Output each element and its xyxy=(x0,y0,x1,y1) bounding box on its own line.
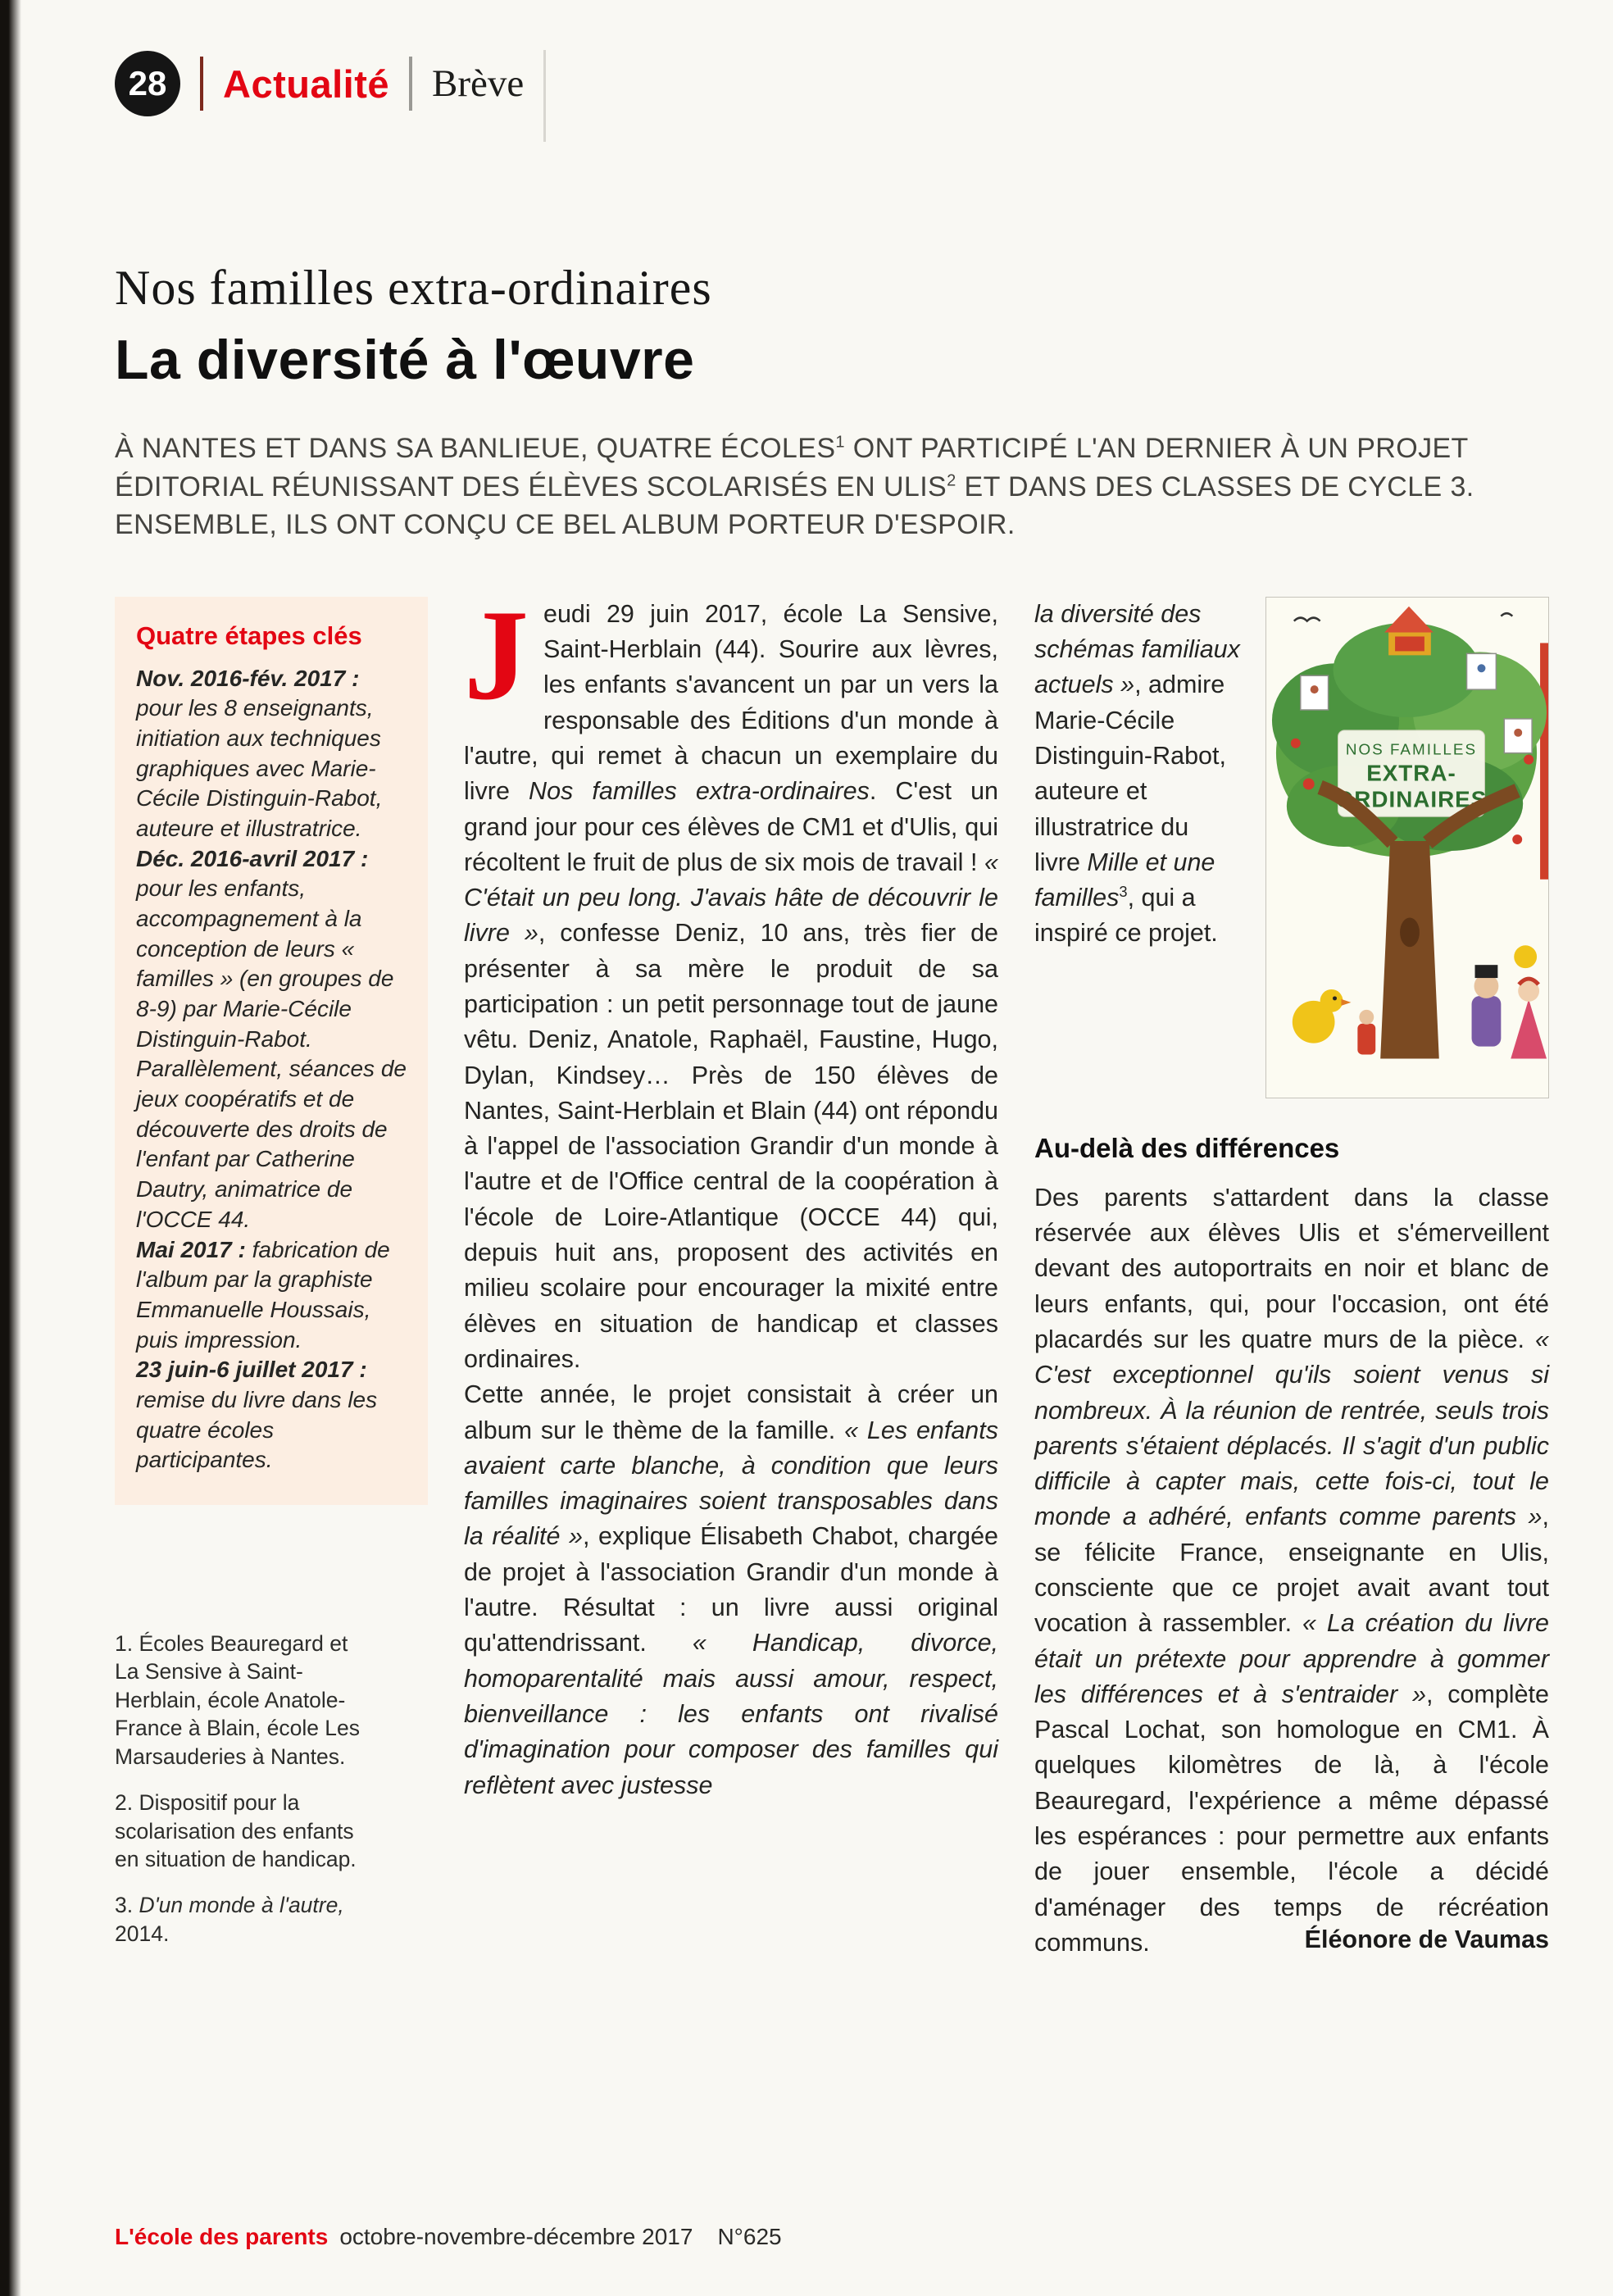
paragraph-continuation xyxy=(1034,597,1241,1098)
section-heading: Au-delà des différences xyxy=(1034,1132,1340,1163)
page-footer xyxy=(115,2224,782,2250)
book-cover-illustration xyxy=(1266,598,1548,1098)
article-standfirst: À NANTES ET DANS SA BANLIEUE, QUATRE ÉCOLES$^1$ ONT PARTICIPÉ L'AN DERNIER À UN PROJET ÉDITORIAL RÉUNISSANT DES ÉLÈVES SCOLARISÉS EN ULIS$^2$ ET DANS DES CLASSES DE CYCLE 3. ENSEMBLE, ILS ONT CONÇU CE BEL ALBUM PORTEUR D'ESPOIR. xyxy=(115,433,1474,541)
key-steps-box xyxy=(115,597,428,1505)
scan-edge-artifact xyxy=(0,0,21,2296)
divider xyxy=(409,57,412,111)
key-step: 23 juin-6 juillet 2017 : remise du livre dans les quatre écoles participantes. xyxy=(136,1357,378,1473)
book-cover-title-line1: EXTRA- xyxy=(1366,760,1456,786)
footnotes xyxy=(115,1630,361,1948)
drop-cap: J xyxy=(464,583,529,727)
article-paragraph: Des parents s'attardent dans la classe réservée aux élèves Ulis et s'émerveillent devant des autoportraits en noir et blanc de leurs enfants, qui, pour l'occasion, ont été placardés sur les quatre murs de la pièce. « C'est exceptionnel qu'ils soient venus si nombreux. À la réunion de rentrée, seuls trois parents s'étaient déplacés. Il s'agit d'un public difficile à capter mais, cette fois-ci, tout le monde a adhéré, enfants comme parents », se félicite France, enseignante en Ulis, consciente que ce projet avait avant tout vocation à rassembler. « La création du livre était un prétexte pour apprendre à gommer les différences et à s'entraider », complète Pascal Lochat, son homologue en CM1. À quelques kilomètres de là, à l'école Beauregard, l'expérience a même dépassé les espérances : pour permettre aux enfants de jouer ensemble, l'école a décidé d'aménager des temps de récréation communs. xyxy=(1034,1183,1550,1957)
author-byline: Éléonore de Vaumas xyxy=(1304,1925,1549,1954)
right-column xyxy=(1034,597,1549,1955)
key-step: Déc. 2016-avril 2017 : pour les enfants, accompagnement à la conception de leurs « familles » (en groupes de 8-9) par Marie-Cécile Distinguin-Rabot. Parallèlement, séances de jeux coopératifs et de découverte des droits de l'enfant par Catherine Dautry, animatrice de l'OCCE 44. xyxy=(136,845,407,1232)
book-cover-series-title: NOS FAMILLES xyxy=(1345,741,1478,759)
article-kicker: Nos familles extra-ordinaires xyxy=(115,261,712,315)
key-step: Nov. 2016-fév. 2017 : pour les 8 enseignants, initiation aux techniques graphiques avec Marie-Cécile Distinguin-Rabot, auteure et illustratrice. xyxy=(136,665,383,842)
cover-red-strip xyxy=(1540,643,1548,879)
divider xyxy=(543,50,546,142)
article-paragraph: Cette année, le projet consistait à créer un album sur le thème de la famille. « Les enfants avaient carte blanche, à condition que leurs familles imaginaires soient transposables dans la réalité », explique Élisabeth Chabot, chargée de projet à l'association Grandir d'un monde à l'autre. Résultat : un livre aussi original qu'attendrissant. « Handicap, divorce, homoparentalité mais aussi amour, respect, bienveillance : les enfants ont rivalisé d'imagination pour composer des familles qui reflètent avec justesse xyxy=(464,1380,999,1799)
book-cover-title-line2: ORDINAIRES xyxy=(1335,786,1488,812)
subsection-label: Brève xyxy=(432,62,525,105)
footnote: 2. Dispositif pour la scolarisation des enfants en situation de handicap. xyxy=(115,1790,357,1871)
footnote: 1. Écoles Beauregard et La Sensive à Saint-Herblain, école Anatole-France à Blain, école Les Marsauderies à Nantes. xyxy=(115,1630,361,1769)
article-columns xyxy=(115,583,1550,1966)
footnote: 3. D'un monde à l'autre, 2014. xyxy=(115,1893,344,1946)
right-column-top xyxy=(1034,597,1549,1098)
article-paragraph: la diversité des schémas familiaux actuels », admire Marie-Cécile Distinguin-Rabot, auteure et illustratrice du livre Mille et une familles$^3$, qui a inspiré ce projet. xyxy=(1034,599,1240,948)
article-title: La diversité à l'œuvre xyxy=(115,329,695,391)
paragraph-text: eudi 29 juin 2017, école La Sensive, Saint-Herblain (44). Sourire aux lèvres, les enfants s'avancent un par un vers la responsable des Éditions d'un monde à l'autre, qui remet à chacun un exemplaire du livre Nos familles extra-ordinaires. C'est un grand jour pour ces élèves de CM1 et d'Ulis, qui récoltent le fruit de plus de six mois de travail ! « C'était un peu long. J'avais hâte de découvrir le livre », confesse Deniz, 10 ans, très fier de présenter à sa mère le produit de sa participation : un petit personnage tout de jaune vêtu. Deniz, Anatole, Raphaël, Faustine, Hugo, Dylan, Kindsey… Près de 150 élèves de Nantes, Saint-Herblain et Blain (44) ont répondu à l'appel de l'association Grandir d'un monde à l'autre et de l'Office central de la coopération à l'école de Loire-Atlantique (OCCE 44) qui, depuis huit ans, proposent des activités en milieu scolaire pour encourager la mixité entre élèves en situation de handicap et classes ordinaires. xyxy=(464,599,998,1373)
main-column xyxy=(464,583,999,1803)
masthead xyxy=(115,0,1549,123)
issue-period: octobre-novembre-décembre 2017 xyxy=(339,2224,693,2249)
key-steps-title: Quatre étapes clés xyxy=(136,621,362,650)
left-column xyxy=(115,597,428,1966)
page-number-badge: 28 xyxy=(115,51,180,116)
book-cover xyxy=(1265,597,1549,1098)
article-paragraph xyxy=(464,583,998,1378)
issue-number: N°625 xyxy=(717,2224,782,2249)
key-step: Mai 2017 : fabrication de l'album par la graphiste Emmanuelle Houssais, puis impression. xyxy=(136,1236,390,1353)
divider xyxy=(200,57,203,111)
article-header xyxy=(115,261,1549,544)
section-label: Actualité xyxy=(223,61,389,106)
magazine-name: L'école des parents xyxy=(115,2224,329,2249)
